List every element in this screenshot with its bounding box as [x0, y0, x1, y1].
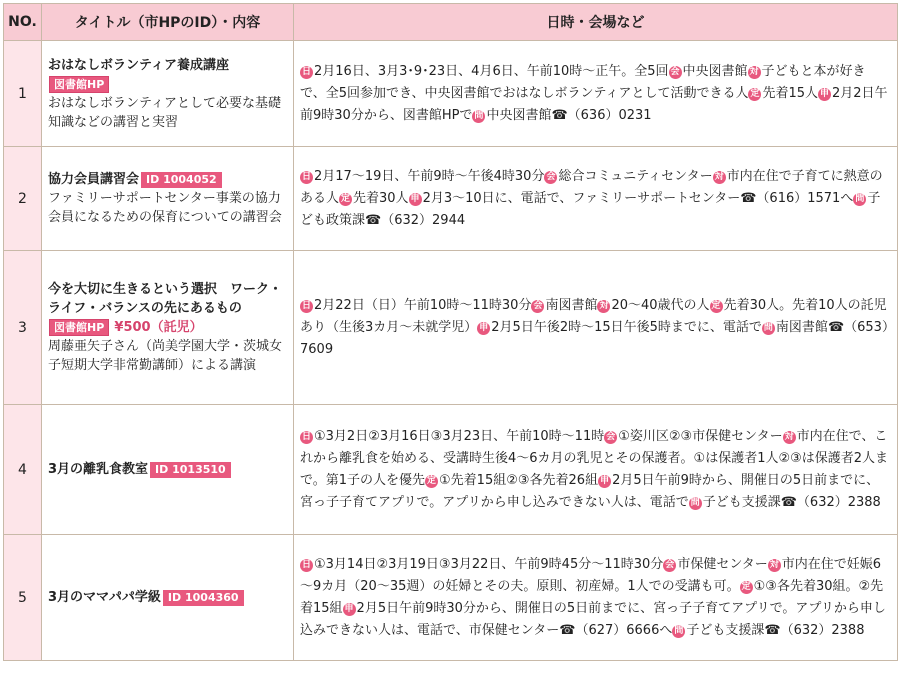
library-hp-tag[interactable]: 図書館HP — [49, 319, 109, 336]
row-description: ファミリーサポートセンター事業の協力会員になるための保育についての講習会 — [48, 191, 282, 225]
detail-apply: 2月2日午前9時30分から、図書館HPで — [300, 85, 888, 123]
capacity-icon: 定 — [711, 300, 721, 311]
venue-icon: 会 — [670, 66, 680, 77]
row-title-cell — [42, 405, 294, 535]
apply-icon: 申 — [344, 603, 354, 614]
capacity-icon: 定 — [341, 193, 351, 204]
row-title: 3月の離乳食教室 — [48, 462, 149, 477]
date-icon: 日 — [301, 66, 311, 77]
detail-target: 市内在住で妊娠6～9カ月（20～35週）の妊婦とその夫。原則、初産婦。1人での受講も可。 — [300, 556, 882, 594]
apply-icon: 申 — [819, 88, 829, 99]
detail-inquiry: 子ども支援課 — [686, 622, 765, 638]
id-value: 1004052 — [163, 173, 217, 186]
detail-date: 2月22日（日）午前10時～11時30分 — [314, 297, 532, 313]
phone-icon: ☎ — [365, 212, 382, 228]
phone-icon: ☎ — [780, 494, 797, 510]
detail-capacity: 先着30人。先着10人の託児あり（生後3カ月～未就学児） — [300, 297, 887, 335]
apply-icon: 申 — [479, 322, 489, 333]
detail-venue: 中央図書館 — [682, 63, 748, 79]
header-title: タイトル（市HPのID）・内容 — [42, 4, 294, 41]
header-no: NO. — [4, 4, 42, 41]
detail-date: 2月16日、3月3･9･23日、4月6日、午前10時～正午。全5回 — [314, 63, 669, 79]
header-detail: 日時・会場など — [294, 4, 898, 41]
detail-phone: （616）1571へ — [756, 190, 854, 206]
phone-icon: ☎ — [551, 107, 568, 123]
detail-target: 市内在住で子育てに熱意のある人 — [300, 168, 883, 206]
id-value: 1004360 — [184, 591, 239, 604]
inquiry-icon: 問 — [690, 497, 700, 508]
row-title: 協力会員講習会 — [48, 172, 140, 187]
detail-venue: 南図書館 — [545, 297, 598, 313]
detail-date: 2月17～19日、午前9時～午後4時30分 — [314, 168, 545, 184]
detail-capacity: ①③各先着30組。②先着15組 — [300, 578, 884, 616]
detail-capacity: 先着30人 — [353, 190, 409, 206]
target-icon: 対 — [769, 559, 779, 570]
event-table — [3, 3, 898, 661]
id-badge[interactable]: ID 1004052 — [141, 172, 222, 188]
phone-icon: ☎ — [827, 319, 845, 335]
detail-phone: （632）2388 — [780, 622, 865, 638]
id-value: 1013510 — [172, 463, 226, 476]
detail-phone: （632）2944 — [381, 212, 466, 228]
row-description: 周藤亜矢子さん（尚美学園大学・茨城女子短期大学非常勤講師）による講演 — [48, 339, 283, 373]
table-row — [4, 41, 898, 147]
table-header-row — [4, 4, 898, 41]
venue-icon: 会 — [665, 559, 675, 570]
venue-icon: 会 — [546, 171, 556, 182]
detail-apply: 2月5日午前9時から、開催日の5日前までに、宮っ子子育てアプリで。アプリから申し込みできない人は、電話で — [300, 472, 880, 510]
table-row — [4, 535, 898, 661]
target-icon: 対 — [749, 66, 759, 77]
row-description: おはなしボランティアとして必要な基礎知識などの講習と実習 — [48, 95, 281, 130]
row-title-cell — [42, 147, 294, 251]
detail-apply: 2月5日午後2時～15日午後5時までに、電話で — [491, 319, 762, 335]
date-icon: 日 — [301, 431, 311, 442]
apply-icon: 申 — [410, 193, 420, 204]
target-icon: 対 — [599, 300, 609, 311]
detail-venue: ①姿川区②③市保健センター — [618, 428, 783, 444]
event-table-container — [3, 3, 897, 661]
inquiry-icon: 問 — [763, 322, 773, 333]
detail-capacity: 先着15人 — [762, 85, 818, 101]
venue-icon: 会 — [606, 431, 616, 442]
target-icon: 対 — [714, 171, 724, 182]
detail-target: 20～40歳代の人 — [611, 297, 710, 313]
phone-icon: ☎ — [764, 622, 781, 638]
fee-badge: ¥500（託児） — [114, 320, 203, 335]
inquiry-icon: 問 — [674, 625, 684, 636]
row-title: 3月のママパパ学級 — [48, 590, 161, 605]
row-title-cell — [42, 251, 294, 405]
id-badge[interactable]: ID 1013510 — [150, 462, 231, 478]
detail-inquiry: 南図書館 — [775, 319, 828, 335]
detail-phone: （632）2388 — [796, 494, 881, 510]
row-number: 4 — [4, 405, 42, 535]
table-row — [4, 251, 898, 405]
detail-inquiry: 中央図書館 — [486, 107, 552, 123]
capacity-icon: 定 — [750, 88, 760, 99]
detail-venue: 総合コミュニティセンター — [558, 168, 713, 184]
row-title: おはなしボランティア養成講座 — [48, 57, 229, 73]
detail-phone: （653）7609 — [300, 319, 889, 357]
detail-date: ①3月2日②3月16日③3月23日、午前10時～11時 — [314, 428, 605, 444]
phone-icon: ☎ — [559, 622, 576, 638]
row-detail-cell — [294, 251, 898, 405]
phone-icon: ☎ — [740, 190, 757, 206]
inquiry-icon: 問 — [474, 110, 484, 121]
detail-apply: 2月5日午前9時30分から、開催日の5日前までに、宮っ子子育てアプリで。アプリから申し込みできない人は、電話で、市保健センター — [300, 600, 886, 638]
row-number: 5 — [4, 535, 42, 661]
row-detail-cell — [294, 147, 898, 251]
apply-icon: 申 — [600, 475, 610, 486]
fee-value: 500（託児） — [123, 320, 203, 335]
detail-capacity: ①先着15組②③各先着26組 — [439, 472, 599, 488]
row-number: 3 — [4, 251, 42, 405]
detail-phone: （636）0231 — [567, 107, 652, 123]
row-title: 今を大切に生きるという選択 ワーク・ライフ・バランスの先にあるもの — [48, 282, 283, 316]
detail-inquiry: 子ども支援課 — [702, 494, 781, 510]
capacity-icon: 定 — [427, 475, 437, 486]
row-number: 2 — [4, 147, 42, 251]
table-row — [4, 147, 898, 251]
row-title-cell — [42, 535, 294, 661]
table-row — [4, 405, 898, 535]
date-icon: 日 — [301, 300, 311, 311]
row-title-cell — [42, 41, 294, 147]
row-detail-cell — [294, 405, 898, 535]
row-number: 1 — [4, 41, 42, 147]
date-icon: 日 — [301, 559, 311, 570]
detail-target: 子どもと本が好きで、全5回参加でき、中央図書館でおはなしボランティアとして活動できる人 — [300, 63, 866, 101]
library-hp-tag[interactable]: 図書館HP — [49, 76, 109, 93]
detail-inquiry: 子ども政策課 — [300, 190, 881, 228]
venue-icon: 会 — [533, 300, 543, 311]
target-icon: 対 — [784, 431, 794, 442]
capacity-icon: 定 — [741, 581, 751, 592]
detail-phone: （627）6666へ — [575, 622, 673, 638]
id-badge[interactable]: ID 1004360 — [163, 590, 244, 606]
detail-apply: 2月3～10日に、電話で、ファミリーサポートセンター — [422, 190, 741, 206]
inquiry-icon: 問 — [855, 193, 865, 204]
detail-target: 市内在住で、これから離乳食を始める、受講時生後4～6カ月の乳児とその保護者。①は保護者1人②③は保護者2人まで。第1子の人を優先 — [300, 428, 889, 488]
row-detail-cell — [294, 535, 898, 661]
row-detail-cell — [294, 41, 898, 147]
detail-date: ①3月14日②3月19日③3月22日、午前9時45分～11時30分 — [314, 556, 664, 572]
date-icon: 日 — [301, 171, 311, 182]
detail-venue: 市保健センター — [677, 556, 768, 572]
